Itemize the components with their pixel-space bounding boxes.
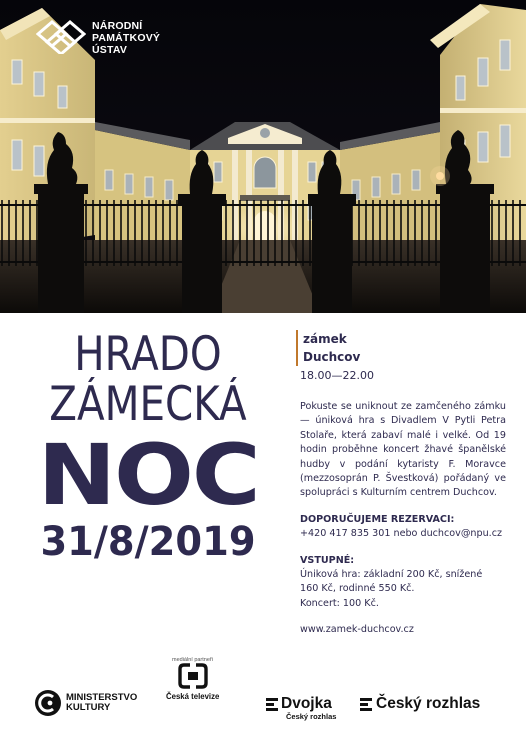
media-partners-label: mediální partneři	[172, 657, 213, 663]
dvojka-name: Dvojka	[281, 695, 332, 712]
npu-name	[92, 20, 160, 56]
ministry-line-1: MINISTERSTVO	[66, 692, 138, 703]
ct-name: Česká televize	[166, 692, 220, 701]
npu-line-1: NÁRODNÍ	[92, 20, 143, 32]
event-description: Pokuste se uniknout ze zamčeného zámku — úniková hra s Divadlem V Pytli Petra Stolaře, která zabaví malé i velké. Od 19 hodin proběhne koncert žhavé španělské hudby v podání kytaristy F. Moravce (mezzosoprán P. Švestková) pořádaný ve spolupráci s Kulturním centrem Duchcov.	[300, 401, 506, 499]
website-link[interactable]: www.zamek-duchcov.cz	[300, 624, 414, 636]
event-time: 18.00—22.00	[300, 369, 374, 382]
reservation-heading: DOPORUČUJEME REZERVACI:	[300, 513, 455, 525]
ct-emblem-icon	[178, 663, 208, 689]
admission-line-2: 160 Kč, rodinné 550 Kč.	[300, 583, 415, 595]
npu-logo	[36, 20, 160, 56]
admission-heading: VSTUPNÉ:	[300, 554, 355, 566]
cro-bars-icon	[360, 698, 372, 711]
venue-line-2: Duchcov	[303, 350, 361, 364]
partner-logos	[0, 655, 526, 745]
event-info	[300, 330, 506, 638]
title-line-1: HRADO	[74, 327, 222, 382]
title-line-2: ZÁMECKÁ	[49, 377, 247, 432]
event-date: 31/8/2019	[40, 519, 256, 565]
cesky-rozhlas-logo	[360, 695, 480, 713]
admission-line-3: Koncert: 100 Kč.	[300, 597, 379, 609]
hero-photo	[0, 0, 526, 313]
venue-line-1: zámek	[303, 332, 347, 346]
reservation-contact: +420 417 835 301 nebo duchcov@npu.cz	[300, 528, 503, 540]
ceska-televize-logo	[166, 663, 219, 701]
title-line-3: NOC	[37, 426, 259, 524]
event-title	[0, 327, 296, 566]
dvojka-bars-icon	[266, 698, 278, 711]
npu-emblem-icon	[36, 20, 86, 54]
ministry-emblem-icon	[34, 689, 62, 717]
dvojka-logo	[266, 695, 336, 721]
dvojka-sub: Český rozhlas	[286, 712, 337, 721]
ministry-line-2: KULTURY	[66, 702, 111, 713]
npu-line-2: PAMÁTKOVÝ	[92, 32, 161, 44]
venue	[296, 330, 506, 366]
ministry-of-culture-logo	[34, 689, 137, 717]
npu-line-3: ÚSTAV	[92, 44, 128, 56]
cro-name: Český rozhlas	[376, 695, 481, 712]
admission-line-1: Úniková hra: základní 200 Kč, snížené	[300, 569, 483, 581]
